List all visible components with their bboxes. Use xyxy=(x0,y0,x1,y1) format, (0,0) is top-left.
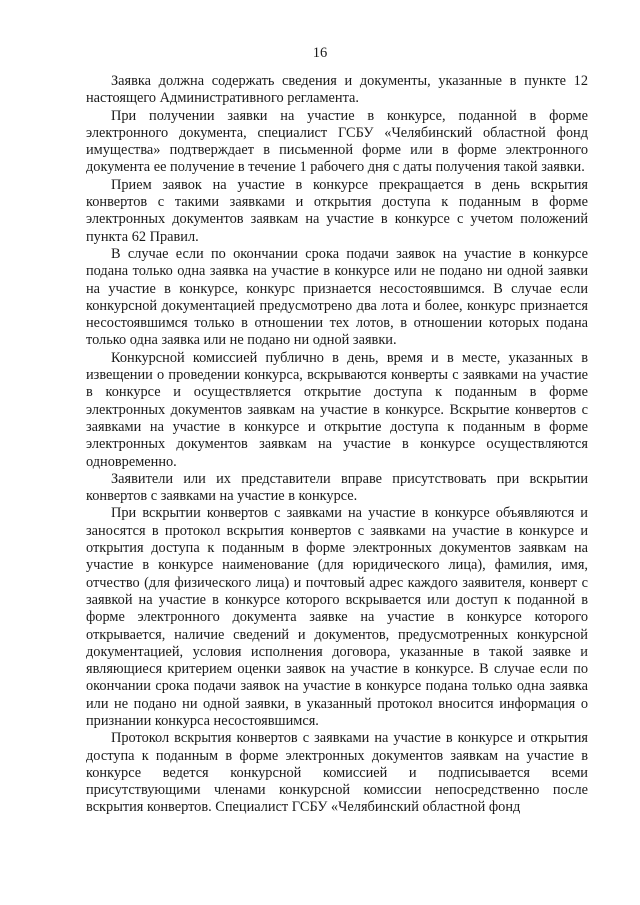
paragraph-electronic-receipt: При получении заявки на участие в конкурсе, поданной в форме электронного документа, специалист ГСБУ «Челябинский областной фонд имущества» подтверждает в письменной форме или в форме электронного документа ее получение в течение 1 рабочего дня с даты получения такой заявки. xyxy=(86,107,588,176)
paragraph-envelope-opening: Конкурсной комиссией публично в день, время и в месте, указанных в извещении о проведении конкурса, вскрываются конверты с заявками на участие в конкурсе и осуществляется открытие доступа к поданным в форме электронных документов заявкам на участие в конкурсе. Вскрытие конвертов с заявками на участие в конкурсе и открытие доступа к поданным в форме электронных документов заявкам на участие в конкурсе осуществляются одновременно. xyxy=(86,349,588,470)
paragraph-application-contents: Заявка должна содержать сведения и документы, указанные в пункте 12 настоящего Административного регламента. xyxy=(86,73,588,107)
paragraph-applicants-presence: Заявители или их представители вправе присутствовать при вскрытии конвертов с заявками на участие в конкурсе. xyxy=(86,470,588,505)
page-number: 16 xyxy=(312,45,328,61)
paragraph-acceptance-end: Прием заявок на участие в конкурсе прекращается в день вскрытия конвертов с такими заявками и открытия доступа к поданным в форме электронных документов заявкам на участие в конкурсе с учетом положений пункта 62 Правил. xyxy=(86,176,588,245)
paragraph-protocol-signing: Протокол вскрытия конвертов с заявками на участие в конкурсе и открытия доступа к поданным в форме электронных документов заявкам на участие в конкурсе ведется конкурсной комиссией и подписывается всеми присутствующими членами конкурсной комиссии непосредственно после вскрытия конвертов. Специалист ГСБУ «Челябинский областной фонд xyxy=(86,730,588,816)
paragraph-failed-tender: В случае если по окончании срока подачи заявок на участие в конкурсе подана только одна заявка на участие в конкурсе или не подано ни одной заявки на участие в конкурсе, конкурс признается несостоявшимся. В случае если конкурсной документацией предусмотрено два лота и более, конкурс признается несостоявшимся только в отношении тех лотов, в отношении которых подана только одна заявка или не подано ни одной заявки. xyxy=(86,245,588,349)
document-body xyxy=(86,73,588,817)
paragraph-protocol-contents: При вскрытии конвертов с заявками на участие в конкурсе объявляются и заносятся в протокол вскрытия конвертов с заявками на участие в конкурсе и открытия доступа к поданным в форме электронных документов заявкам на участие в конкурсе наименование (для юридического лица), фамилия, имя, отчество (для физического лица) и почтовый адрес каждого заявителя, конверт с заявкой на участие в конкурсе которого вскрывается или доступ к поданной в форме электронного документа заявке на участие в конкурсе которого открывается, наличие сведений и документов, предусмотренных конкурсной документацией, условия исполнения договора, указанные в такой заявке и являющиеся критерием оценки заявок на участие в конкурсе. В случае если по окончании срока подачи заявок на участие в конкурсе подана только одна заявка или не подано ни одной заявки, в указанный протокол вносится информация о признании конкурса несостоявшимся. xyxy=(86,505,588,729)
